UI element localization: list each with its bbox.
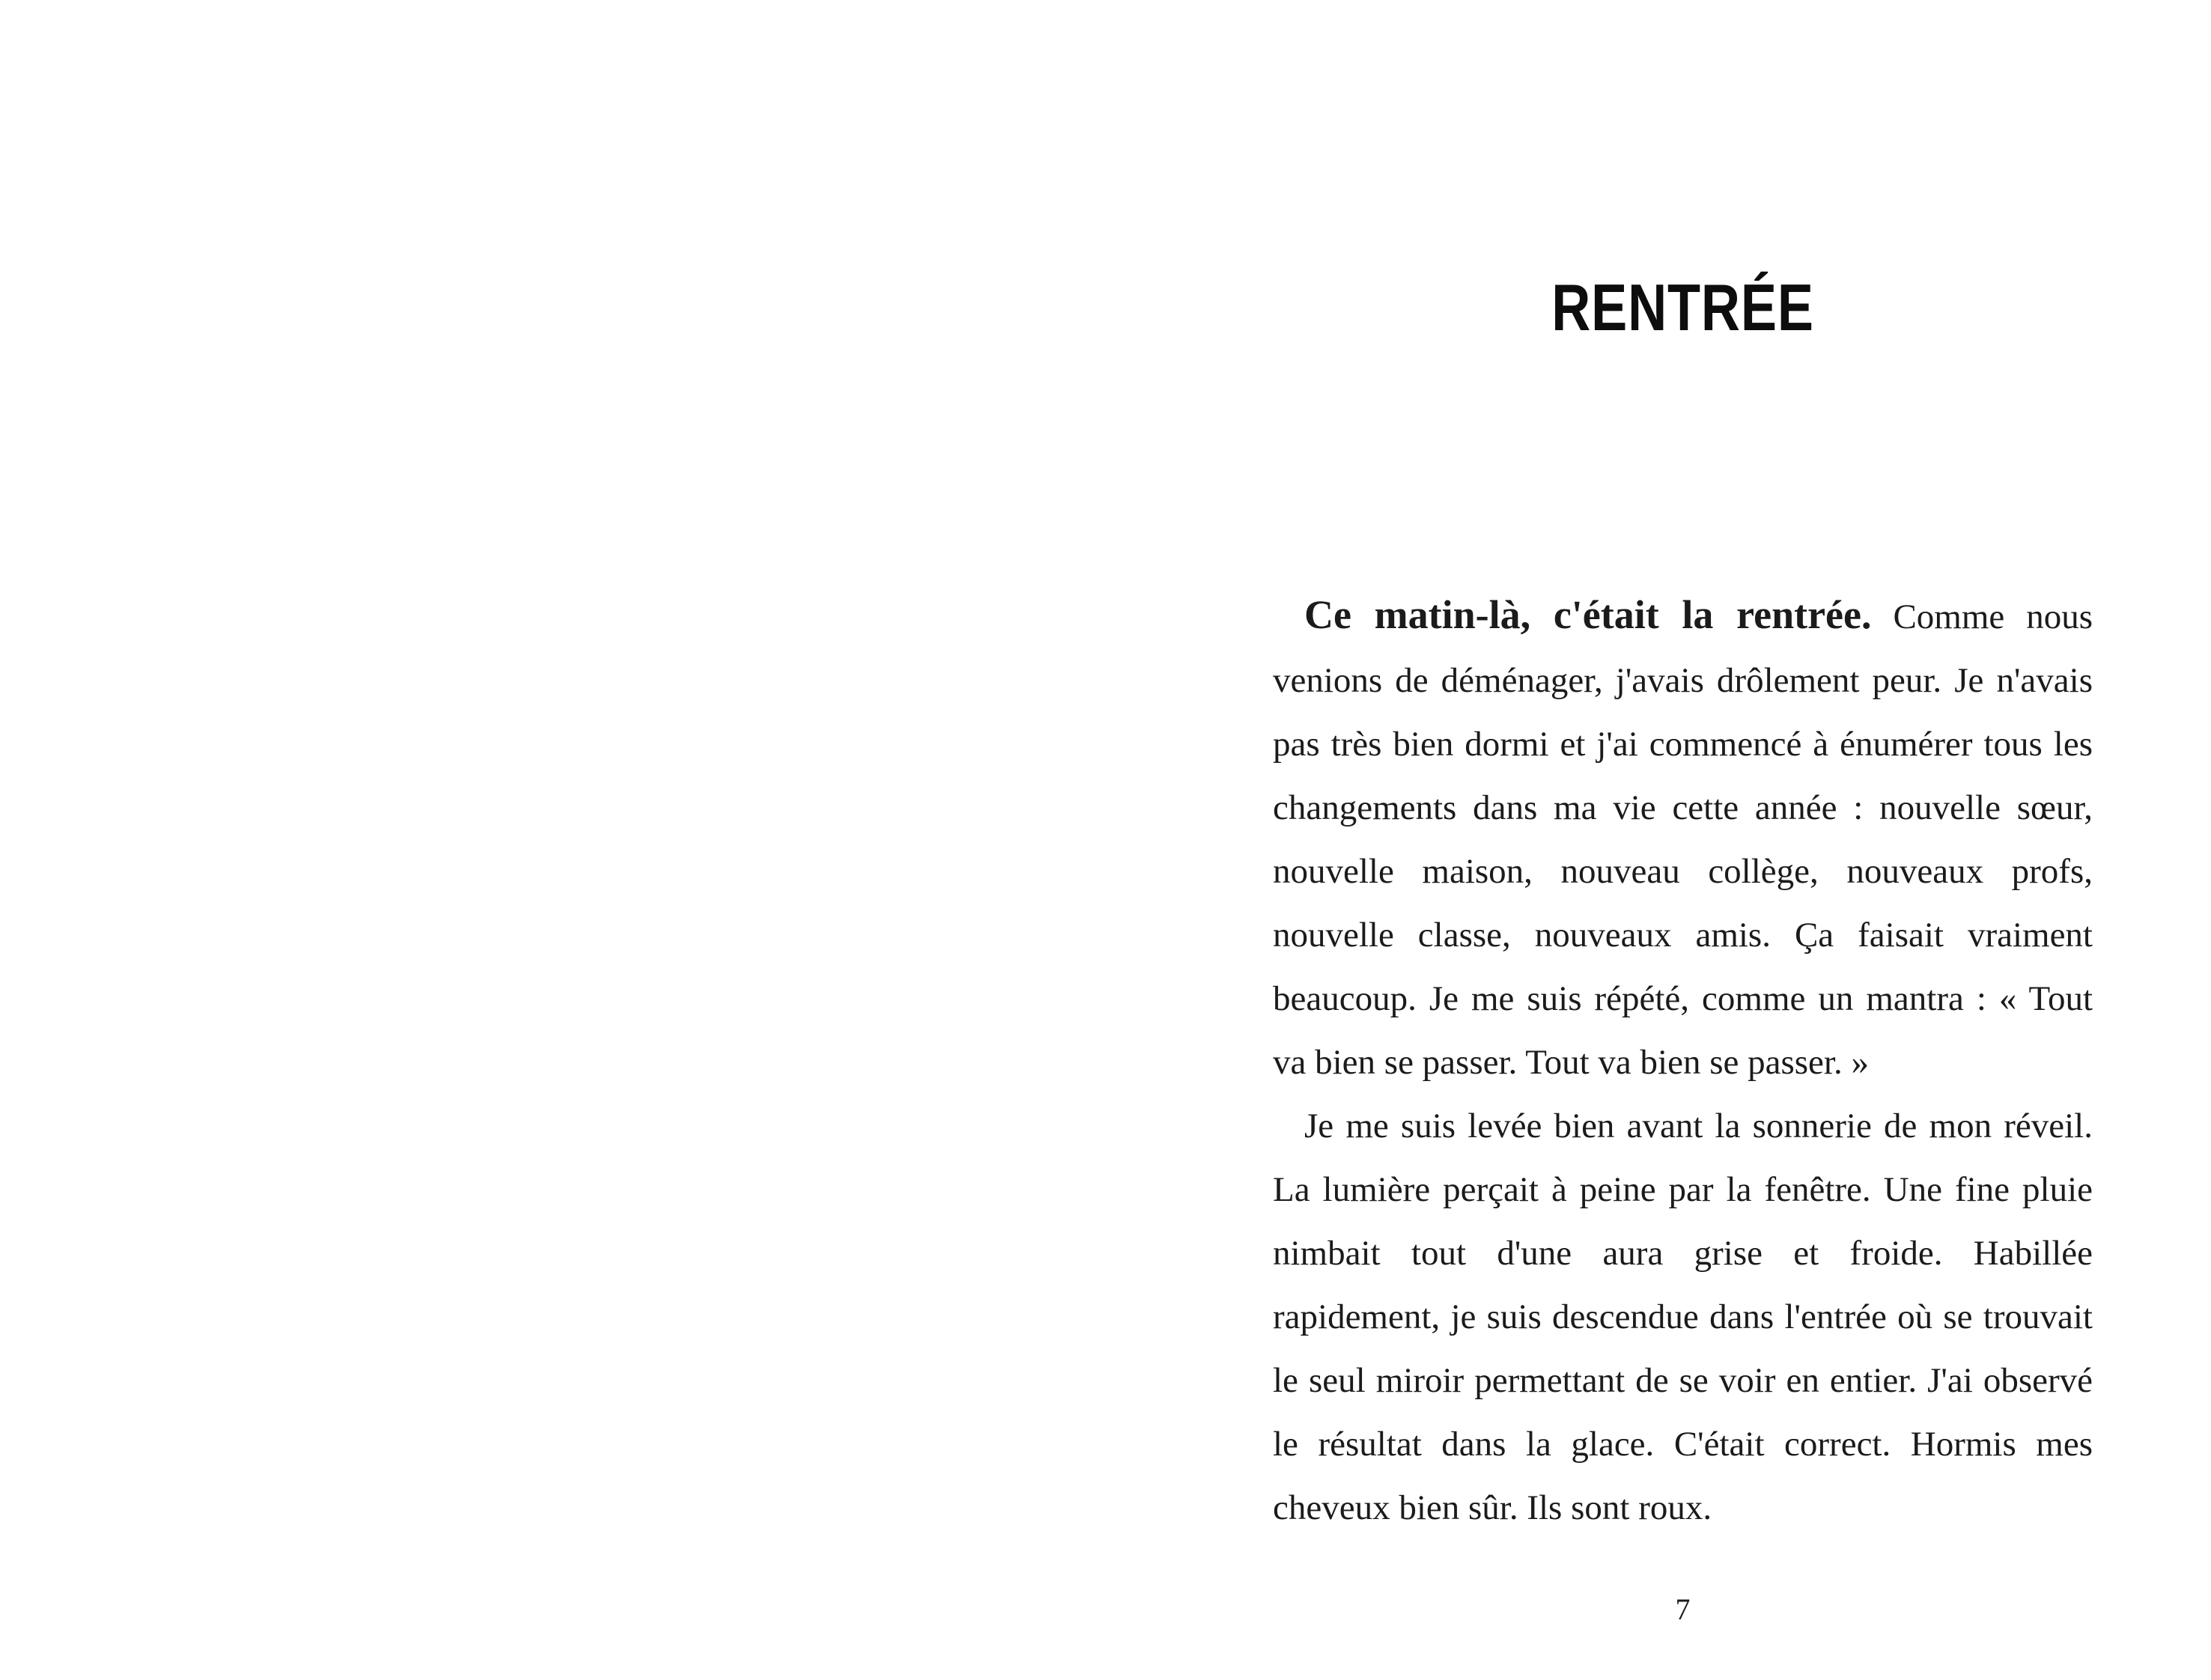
paragraph bbox=[1273, 585, 2093, 1095]
page-number: 7 bbox=[1675, 1592, 1691, 1626]
chapter-title: RENTRÉE bbox=[1551, 270, 1814, 344]
paragraph-text: Comme nous venions de déménager, j'avais drôlement peur. Je n'avais pas très bien dormi et j'ai commencé à énumérer tous les changements dans ma vie cette année : nouvelle sœur, nouvelle maison, nouveau collège, nouveaux profs, nouvelle classe, nouveaux amis. Ça faisait vraiment beaucoup. Je me suis répété, comme un mantra : « Tout va bien se passer. Tout va bien se passer. » bbox=[1273, 597, 2093, 1082]
paragraph bbox=[1273, 1095, 2093, 1540]
paragraph-text: Je me suis levée bien avant la sonnerie de mon réveil. La lumière perçait à peine par la fenêtre. Une fine pluie nimbait tout d'une aura grise et froide. Habillée rapidement, je suis descendue dans l'entrée où se trouvait le seul miroir permettant de se voir en entier. J'ai observé le résultat dans la glace. C'était correct. Hormis mes cheveux bien sûr. Ils sont roux. bbox=[1273, 1107, 2093, 1527]
body-text bbox=[1273, 585, 2093, 1540]
lead-sentence: Ce matin-là, c'était la rentrée. bbox=[1304, 592, 1872, 637]
